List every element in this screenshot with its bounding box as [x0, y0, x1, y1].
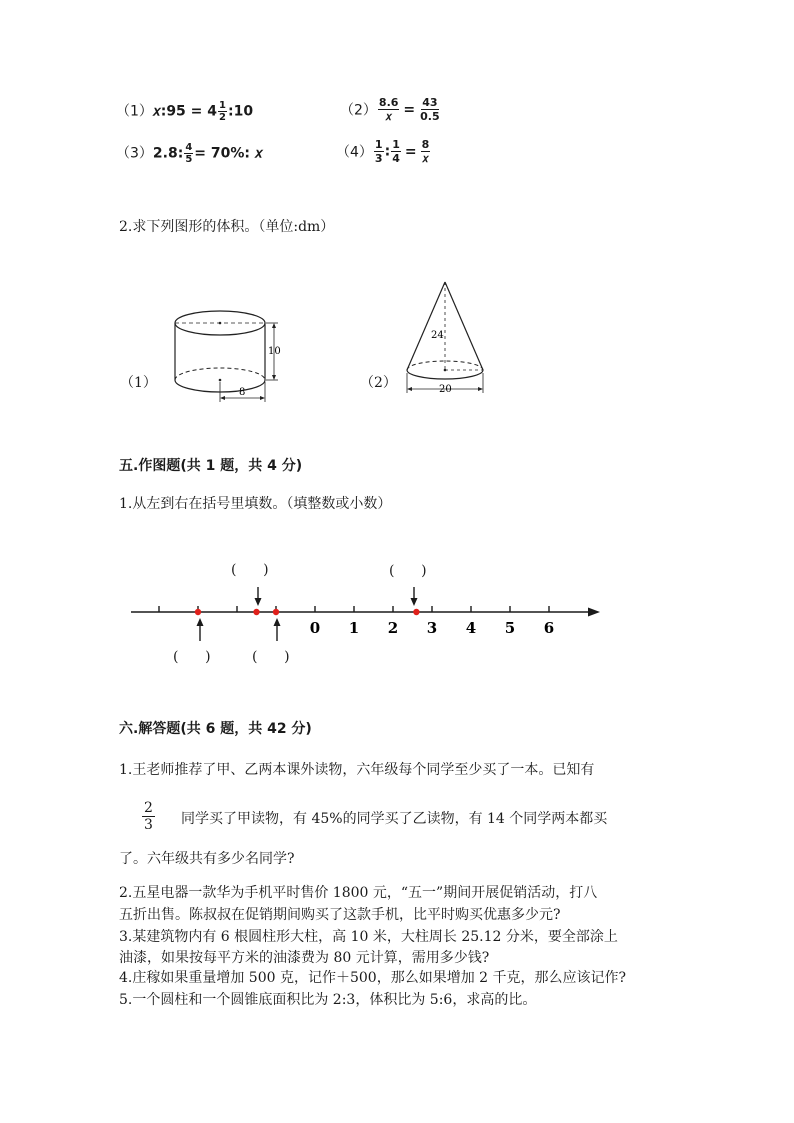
number-line-label: 0: [309, 619, 321, 637]
fraction-denominator: 𝑥: [385, 110, 392, 123]
section-5-question-1: 1.从左到右在括号里填数。（填整数或小数）: [119, 496, 392, 512]
fraction-numerator: 1: [392, 138, 400, 151]
down-arrow-head: [411, 598, 418, 606]
equation-label: （1）: [116, 103, 153, 120]
cylinder-height-label: 10: [268, 346, 281, 357]
figure-1-label: （1）: [120, 375, 157, 391]
equation-2: [340, 96, 442, 123]
fraction: [378, 96, 400, 123]
fraction-numerator: 1: [219, 100, 226, 111]
down-arrow-head: [255, 598, 262, 606]
cylinder-radius-label: 8: [239, 387, 246, 398]
fraction-numerator: 43: [422, 96, 438, 109]
equation-3: [116, 142, 263, 165]
question-1-line-2: 同学买了甲读物，有 45%的同学买了乙读物，有 14 个同学两本都买: [181, 811, 608, 827]
fraction-denominator: 3: [144, 817, 153, 833]
fraction-numerator: 4: [185, 142, 193, 153]
cone-diameter-label: 20: [439, 384, 452, 395]
question-2-line-1: 2.五星电器一款华为手机平时售价 1800 元，“五一”期间开展促销活动，打八: [119, 885, 598, 901]
fraction-denominator: 0.5: [420, 110, 440, 123]
question-2-text: 2.求下列图形的体积。（单位:dm）: [119, 219, 335, 235]
marked-point: [195, 609, 201, 615]
question-4: 4.庄稼如果重量增加 500 克，记作＋500，那么如果增加 2 千克，那么应该记作?: [119, 970, 627, 986]
fraction-denominator: 2: [219, 112, 226, 123]
equation-label: （3）: [116, 145, 153, 162]
fraction-denominator: 𝑥: [422, 152, 429, 165]
number-line-label: 3: [426, 619, 438, 637]
fraction-two-thirds: [142, 800, 155, 833]
fraction-numerator: 8: [421, 138, 430, 151]
colon: :: [384, 143, 391, 160]
fraction-denominator: 4: [392, 152, 400, 165]
fraction: [391, 138, 401, 165]
cylinder-figure: [168, 302, 288, 412]
question-2-line-2: 五折出售。陈叔叔在促销期间购买了这款手机，比平时购买优惠多少元?: [119, 907, 561, 923]
marked-point: [253, 609, 259, 615]
question-3-line-2: 油漆，如果按每平方米的油漆费为 80 元计算，需用多少钱?: [119, 950, 490, 966]
answer-blank[interactable]: ( ): [231, 562, 269, 578]
equals-sign: =: [403, 101, 416, 118]
fraction: [419, 96, 441, 123]
question-5: 5.一个圆柱和一个圆锥底面积比为 2:3，体积比为 5:6，求高的比。: [119, 992, 537, 1008]
mixed-fraction: [218, 100, 227, 123]
equals-sign: =: [404, 143, 417, 160]
answer-blank[interactable]: ( ): [252, 649, 290, 665]
equation-1: [116, 100, 253, 123]
figure-2-label: （2）: [360, 375, 397, 391]
up-arrow-head: [274, 618, 281, 626]
marked-point: [413, 609, 419, 615]
equation-lhs: 𝑥:95 = 4: [152, 103, 218, 120]
fraction: [184, 142, 193, 165]
fraction: [374, 138, 384, 165]
number-line-label: 4: [465, 619, 477, 637]
marked-point: [273, 609, 279, 615]
equation-label: （4）: [336, 144, 373, 161]
equation-4: [336, 138, 431, 165]
answer-blank[interactable]: ( ): [173, 649, 211, 665]
fraction-denominator: 5: [185, 154, 193, 165]
fraction-numerator: 1: [374, 138, 383, 151]
number-line-label: 1: [348, 619, 360, 637]
fraction-numerator: 2: [144, 800, 153, 816]
answer-blank[interactable]: ( ): [389, 563, 427, 579]
equation-label: （2）: [340, 102, 377, 119]
fraction-numerator: 8.6: [378, 96, 399, 109]
fraction: [421, 138, 431, 165]
question-1-line-3: 了。六年级共有多少名同学?: [119, 851, 295, 867]
section-5-heading: 五.作图题(共 1 题，共 4 分): [119, 458, 303, 474]
cone-figure: [402, 278, 494, 400]
number-line-label: 5: [504, 619, 516, 637]
question-3-line-1: 3.某建筑物内有 6 根圆柱形大柱，高 10 米，大柱周长 25.12 分米，要全部涂上: [119, 929, 618, 945]
cone-height-label: 24: [431, 330, 444, 341]
equation-lhs: 2.8:: [152, 145, 184, 162]
section-6-heading: 六.解答题(共 6 题，共 42 分): [119, 721, 312, 737]
number-line-label: 2: [387, 619, 399, 637]
equation-rhs: :10: [228, 103, 254, 120]
equation-rhs: = 70%: 𝑥: [194, 145, 263, 162]
fraction-denominator: 3: [374, 152, 383, 165]
question-1-line-1: 1.王老师推荐了甲、乙两本课外读物，六年级每个同学至少买了一本。已知有: [119, 762, 595, 778]
number-line-label: 6: [543, 619, 555, 637]
number-line-arrowhead: [588, 608, 600, 617]
up-arrow-head: [197, 618, 204, 626]
